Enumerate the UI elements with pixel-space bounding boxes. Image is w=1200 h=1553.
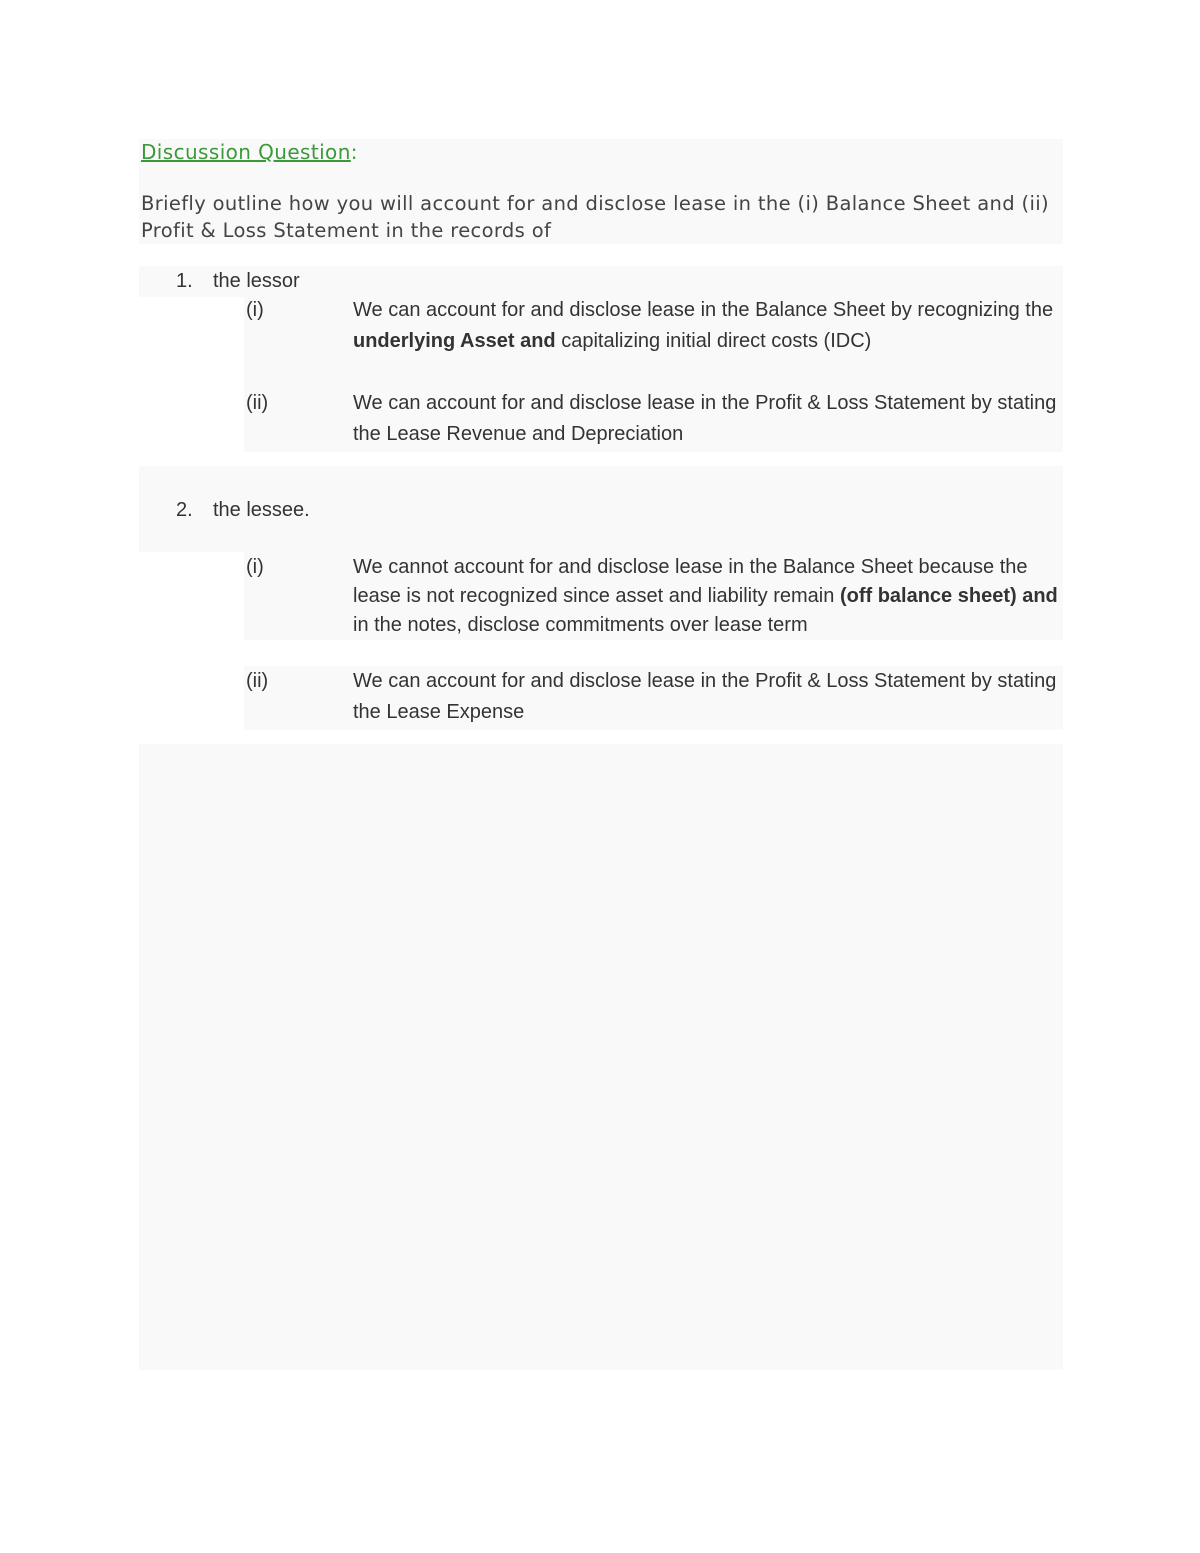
lessee-item-i-roman: (i)	[246, 556, 264, 578]
section-number-lessor: 1.	[176, 270, 193, 292]
lessor-item-i-text-part2: capitalizing initial direct costs (IDC)	[555, 330, 872, 352]
lessor-item-i-roman: (i)	[246, 299, 264, 321]
lessee-item-i-text	[353, 553, 1058, 640]
lessor-item-i-text	[353, 295, 1058, 357]
section-title-lessor: the lessor	[213, 270, 300, 292]
lessee-item-i-bold: (off balance sheet) and	[839, 585, 1058, 607]
lessee-item-ii-roman: (ii)	[246, 670, 269, 692]
lessee-item-i-text-part1: We cannot account for and disclose lease in the Balance Sheet because the lease is not recognized since asset and liability remain	[353, 556, 1028, 607]
title-colon: :	[350, 140, 358, 164]
lessee-item-ii-text: We can account for and disclose lease in the Profit & Loss Statement by stating the Lease Expense	[353, 670, 1057, 723]
lessee-item-i-text-part2: in the notes, disclose commitments over lease term	[353, 614, 808, 636]
lessor-item-i-bold: underlying Asset and	[353, 330, 556, 352]
lessor-item-i-text-part1: We can account for and disclose lease in the Balance Sheet by recognizing the	[353, 299, 1054, 321]
shade-block-bottom	[139, 744, 1063, 1370]
page-title	[141, 140, 358, 164]
section-number-lessee: 2.	[176, 499, 193, 521]
lessor-item-ii-roman: (ii)	[246, 392, 269, 414]
lessor-item-ii-text: We can account for and disclose lease in the Profit & Loss Statement by stating the Lease Revenue and Depreciation	[353, 392, 1057, 445]
title-link[interactable]: Discussion Question	[141, 140, 351, 164]
question-prompt: Briefly outline how you will account for and disclose lease in the (i) Balance Sheet and (ii) Profit & Loss Statement in the records of	[141, 192, 1049, 242]
section-title-lessee: the lessee.	[213, 499, 310, 521]
